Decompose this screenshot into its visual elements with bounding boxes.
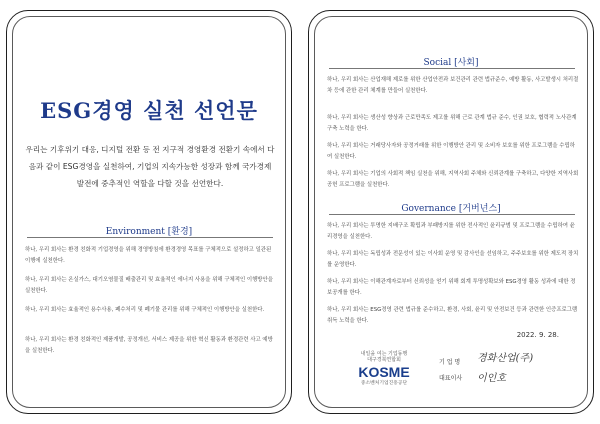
right-declaration-sheet [308, 10, 594, 414]
environment-item-4: 하나, 우리 회사는 환경 친화적인 제품개발, 공정개선, 서비스 제공을 위한 혁신 활동과 환경관련 사고 예방을 실천한다. [25, 337, 273, 354]
governance-item-2: 하나, 우리 회사는 독립성과 전문성이 있는 이사회 운영 및 감사인을 선임하고, 주주보호를 위한 제도적 장치를 운영한다. [327, 251, 579, 268]
environment-item-1: 하나, 우리 회사는 환경 친화적 기업경영을 위해 경영방침에 환경경영 목표를 구체적으로 설정하고 일관된 이행에 실천한다. [25, 247, 272, 264]
signature-labels [439, 355, 462, 387]
kosme-logo [343, 351, 425, 386]
environment-heading: Environment [환경] [105, 227, 193, 237]
ceo-signature: 이인호 [477, 373, 506, 384]
governance-item-1: 하나, 우리 회사는 투명한 지배구조 확립과 부패방지를 위한 전사적인 윤리규범 및 프로그램을 수립하여 윤리경영을 실천한다. [327, 223, 575, 240]
environment-item-3: 하나, 우리 회사는 효율적인 용수사용, 폐수처리 및 폐기물 관리를 위해 구체적인 이행방안을 실천한다. [25, 307, 265, 313]
logo-tagline: 내일을 여는 기업동행 [360, 351, 408, 357]
governance-divider [329, 214, 575, 215]
social-divider [329, 68, 575, 69]
social-heading: Social [사회] [423, 58, 479, 68]
signature-block [477, 349, 533, 389]
logo-org-name: 중소벤처기업진흥공단 [360, 381, 408, 386]
social-item-1: 하나, 우리 회사는 산업재해 제로를 위한 산업안전과 보건관리 관련 법규준수, 예방 활동, 사고발생시 처리절차 등에 관한 관리 체계를 만들어 실천한다. [327, 77, 579, 94]
declaration-pledge: 우리는 기후위기 대응, 디지털 전환 등 전 지구적 경영환경 전환기 속에서 다음과 같이 ESG경영을 실천하여, 기업의 지속가능한 성장과 함께 국가경제 발전에 중추적인 역할을 다할 것을 선언한다. [25, 145, 275, 188]
governance-item-3: 하나, 우리 회사는 이해관계자로부터 신뢰성을 얻기 위해 회계 투명성확보와 ESG경영 활동 성과에 대한 정보공개를 한다. [327, 279, 576, 296]
environment-item-2: 하나, 우리 회사는 온실가스, 대기오염물질 배출관리 및 효율적인 에너지 사용을 위해 구체적인 이행방안을 실천한다. [25, 277, 273, 294]
ceo-label: 대표이사 [439, 375, 463, 382]
left-declaration-sheet [6, 10, 292, 414]
governance-heading: Governance [거버넌스] [401, 204, 501, 214]
logo-branch: 대구경북연합회 [367, 357, 401, 363]
governance-item-4: 하나, 우리 회사는 ESG경영 관련 법규를 준수하고, 환경, 사회, 윤리 및 안전보건 등과 관련한 인증프로그램 취득 노력을 한다. [327, 307, 578, 324]
environment-divider [27, 237, 273, 238]
social-item-4: 하나, 우리 회사는 기업의 사회적 책임 실천을 위해, 지역사회 주체와 신뢰관계를 구축하고, 다양한 지역사회 공헌 프로그램을 실천한다. [327, 171, 579, 188]
company-signature: 경화산업(주) [477, 353, 534, 364]
declaration-title: ESG경영 실천 선언문 [40, 98, 258, 123]
social-item-2: 하나, 우리 회사는 생산성 향상과 근로만족도 제고를 위해 근로 관계 법규 준수, 인권 보호, 협력적 노사관계 구축 노력을 한다. [327, 115, 577, 132]
social-item-3: 하나, 우리 회사는 거래당사자와 공정거래를 위한 이행방안 관리 및 소비자 보호를 위한 프로그램을 수립하여 실천한다. [327, 143, 575, 160]
logo-wordmark: KOSME [358, 364, 410, 380]
declaration-date: 2022. 9. 28. [516, 331, 559, 339]
company-label: 기 업 명 [439, 359, 461, 366]
